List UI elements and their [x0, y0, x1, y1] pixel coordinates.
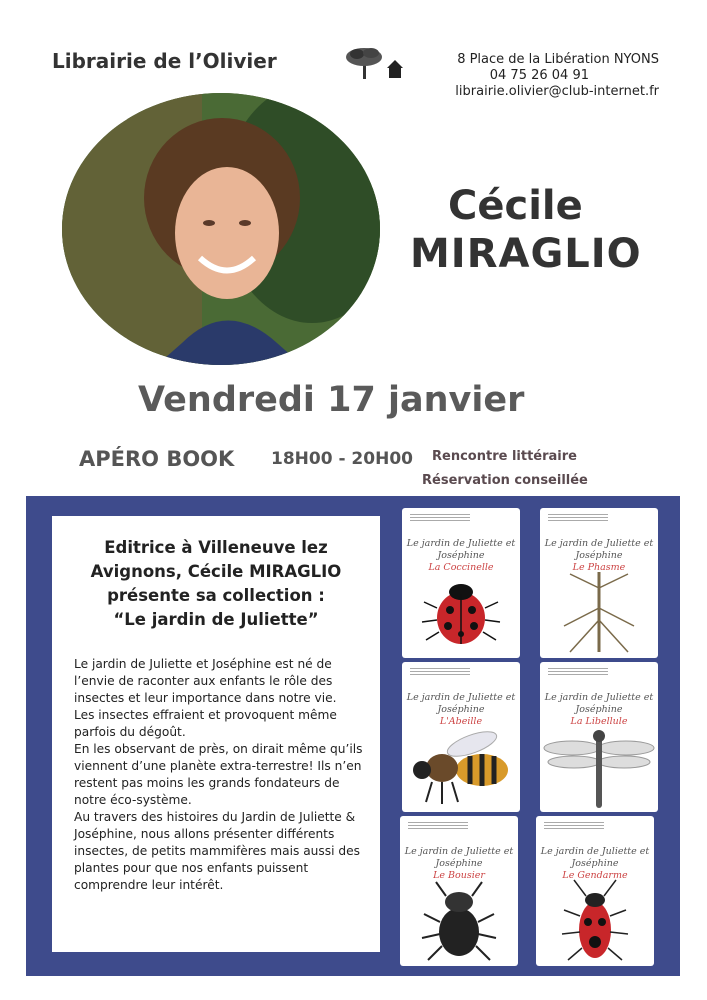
cover-series-lines: [410, 514, 470, 522]
book-cover-dragonfly: [540, 662, 658, 812]
headline-line: Editrice à Villeneuve lez: [104, 538, 328, 557]
event-hours: 18H00 - 20H00: [271, 449, 413, 469]
cover-series-lines: [408, 822, 468, 830]
presentation-body: [74, 656, 374, 894]
cover-series-lines: [410, 668, 470, 676]
author-last-name: MIRAGLIO: [410, 231, 642, 277]
cover-title: Le jardin de Juliette et Joséphine Le Gendarme: [540, 846, 650, 881]
cover-title: Le jardin de Juliette et Joséphine L'Abeille: [406, 692, 516, 727]
dung-beetle-icon: [400, 876, 518, 964]
stick-insect-icon: [540, 568, 658, 656]
cover-title: Le jardin de Juliette et Joséphine Le Bousier: [404, 846, 514, 881]
event-title: APÉRO BOOK: [79, 447, 235, 471]
presentation-headline: [52, 536, 380, 632]
book-cover-ladybug: [402, 508, 520, 658]
cover-title: Le jardin de Juliette et Joséphine Le Phasme: [544, 538, 654, 573]
cover-title: Le jardin de Juliette et Joséphine La Libellule: [544, 692, 654, 727]
headline-line: présente sa collection :: [107, 586, 325, 605]
event-type: Rencontre littéraire: [432, 449, 577, 464]
author-first-name: Cécile: [448, 183, 583, 229]
cover-series-lines: [544, 822, 604, 830]
bee-icon: [402, 722, 520, 810]
headline-line: “Le jardin de Juliette”: [113, 610, 319, 629]
address: 8 Place de la Libération NYONS: [457, 52, 659, 67]
body-paragraph: Au travers des histoires du Jardin de Juliette & Joséphine, nous allons présenter différents insectes, de petits mammifères mais aussi des plantes pour que nos enfants puissent comprendre leur intérêt.: [74, 810, 360, 892]
email-address[interactable]: librairie.olivier@club-internet.fr: [455, 84, 659, 99]
booking-note: Réservation conseillée: [422, 473, 588, 488]
firebug-icon: [536, 876, 654, 964]
book-cover-bee: [402, 662, 520, 812]
body-paragraph: Le jardin de Juliette et Joséphine est né de l’envie de raconter aux enfants le rôle des insectes et leur importance dans notre vie.: [74, 657, 337, 705]
event-date: Vendredi 17 janvier: [138, 380, 525, 420]
dragonfly-icon: [540, 722, 658, 810]
olive-tree-logo-icon: [343, 45, 405, 81]
body-paragraph: Les insectes effraient et provoquent même parfois du dégoût.: [74, 708, 337, 739]
shop-name: Librairie de l’Olivier: [52, 49, 277, 73]
cover-series-lines: [548, 668, 608, 676]
cover-series-lines: [548, 514, 608, 522]
headline-line: Avignons, Cécile MIRAGLIO: [90, 562, 342, 581]
phone-number: 04 75 26 04 91: [489, 68, 589, 83]
book-cover-firebug: [536, 816, 654, 966]
cover-title: Le jardin de Juliette et Joséphine La Coccinelle: [406, 538, 516, 573]
book-cover-dung-beetle: [400, 816, 518, 966]
ladybug-icon: [402, 568, 520, 656]
author-photo: [62, 93, 380, 365]
book-cover-stick-insect: [540, 508, 658, 658]
body-paragraph: En les observant de près, on dirait même qu’ils viennent d’une planète extra-terrestre! Ils n’en restent pas moins les grands fondateurs de notre éco-système.: [74, 742, 363, 807]
